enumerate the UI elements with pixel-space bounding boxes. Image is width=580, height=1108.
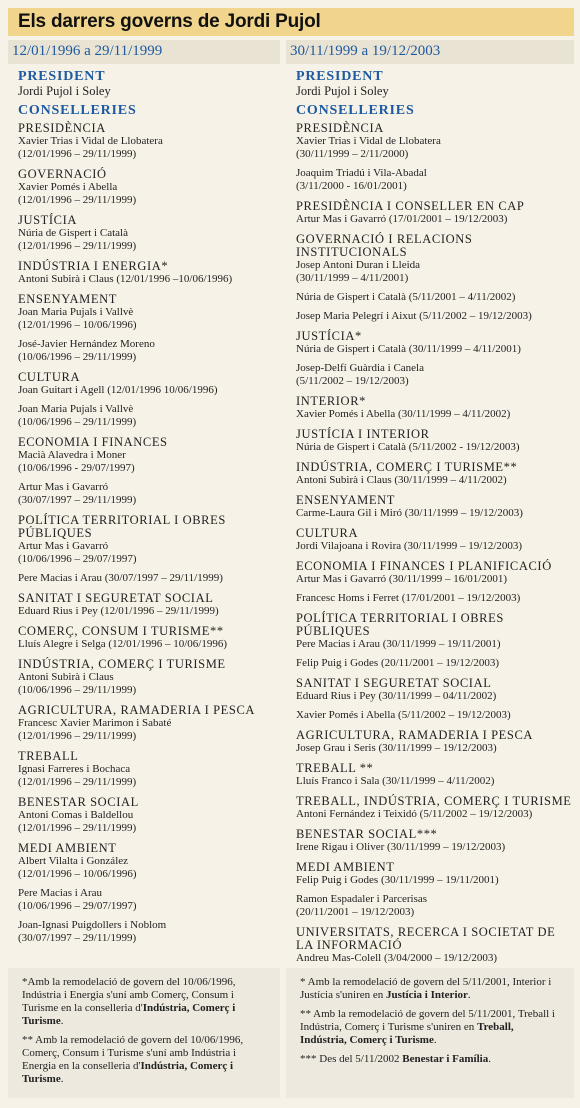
minister-line: Joan-Ignasi Puigdollers i Noblom [18, 919, 167, 931]
minister-line: Antoni Subirà i Claus [18, 671, 114, 683]
minister-line: Josep Maria Pelegrí i Aixut (5/11/2002 – 19/12/2003) [296, 310, 532, 322]
minister-line: (12/01/1996 – 29/11/1999) [18, 730, 137, 742]
minister-entry [18, 540, 280, 566]
minister-entry [296, 213, 574, 226]
minister-line: (30/11/1999 – 2/11/2000) [296, 148, 409, 160]
president-heading: PRESIDENT [296, 69, 384, 84]
minister-line: Felip Puig i Godes (20/11/2001 – 19/12/2003) [296, 657, 500, 669]
department-section [8, 842, 280, 945]
department-section [8, 371, 280, 429]
minister-entry [296, 709, 574, 722]
minister-entry [296, 874, 574, 887]
footnote-text: *Amb la remodelació de govern del 10/06/1996, Indústria i Energia s'uní amb Comerç, Consum i Turisme en la conselleria d' [22, 976, 236, 1014]
footnote [22, 976, 266, 1028]
minister-entry [296, 573, 574, 586]
minister-line: Joan Guitart i Agell (12/01/1996 10/06/1996) [18, 384, 218, 396]
minister-line: Xavier Trias i Vidal de Llobatera [18, 135, 163, 147]
department-title: COMERÇ, CONSUM I TURISME** [18, 624, 224, 638]
column-1999-2003 [286, 40, 574, 972]
department-section [286, 762, 574, 788]
minister-line: Xavier Trias i Vidal de Llobatera [296, 135, 441, 147]
department-section [286, 560, 574, 605]
footnote [300, 976, 560, 1002]
department-title: INDÚSTRIA, COMERÇ I TURISME [18, 657, 226, 671]
department-title: ENSENYAMENT [18, 292, 117, 306]
department-title: PRESIDÈNCIA [18, 121, 106, 135]
minister-line: (12/01/1996 – 29/11/1999) [18, 194, 137, 206]
minister-entry [296, 441, 574, 454]
conselleries-heading: CONSELLERIES [296, 103, 415, 118]
minister-line: Irene Rigau i Oliver (30/11/1999 – 19/12/2003) [296, 841, 506, 853]
department-section [286, 828, 574, 854]
department-title: PRESIDÈNCIA [296, 121, 384, 135]
minister-line: Núria de Gispert i Català (5/11/2001 – 4/11/2002) [296, 291, 516, 303]
minister-line: Francesc Xavier Marimon i Sabaté [18, 717, 172, 729]
department-section [286, 461, 574, 487]
minister-entry [296, 135, 574, 161]
minister-entry [18, 919, 280, 945]
minister-entry [18, 181, 280, 207]
minister-line: Carme-Laura Gil i Miró (30/11/1999 – 19/12/2003) [296, 507, 523, 519]
minister-line: Ignasi Farreres i Bochaca [18, 763, 131, 775]
minister-line: (12/01/1996 – 10/06/1996) [18, 868, 137, 880]
minister-line: (10/06/1996 – 29/07/1997) [18, 900, 137, 912]
minister-line: (10/06/1996 – 29/11/1999) [18, 416, 137, 428]
minister-line: Jordi Vilajoana i Rovira (30/11/1999 – 19/12/2003) [296, 540, 523, 552]
minister-entry [296, 638, 574, 651]
minister-line: Albert Vilalta i González [18, 855, 129, 867]
minister-entry [18, 605, 280, 618]
minister-entry [296, 474, 574, 487]
footnote-text: ** Amb la remodelació de govern del 5/11/2001, Treball i Indústria, Comerç i Turisme s'uniren en [300, 1008, 555, 1033]
minister-entry [18, 638, 280, 651]
department-title: BENESTAR SOCIAL [18, 795, 139, 809]
minister-entry [18, 481, 280, 507]
minister-entry [296, 592, 574, 605]
minister-line: (3/11/2000 - 16/01/2001) [296, 180, 407, 192]
department-title: JUSTÍCIA I INTERIOR [296, 427, 430, 441]
department-title: JUSTÍCIA [18, 213, 77, 227]
department-title: AGRICULTURA, RAMADERIA I PESCA [296, 728, 534, 742]
department-title: INDÚSTRIA I ENERGIA* [18, 259, 169, 273]
footnote-bold: Indústria, Comerç i Turisme [22, 1002, 236, 1027]
footnote-text: . [60, 1073, 64, 1085]
footnote-text: *** Des del 5/11/2002 [300, 1053, 403, 1065]
minister-line: Lluís Alegre i Selga (12/01/1996 – 10/06/1996) [18, 638, 227, 650]
department-section [8, 260, 280, 286]
minister-line: Núria de Gispert i Català [18, 227, 128, 239]
minister-entry [18, 887, 280, 913]
department-title: BENESTAR SOCIAL*** [296, 827, 438, 841]
minister-entry [296, 657, 574, 670]
footnote-bold: Treball, Indústria, Comerç i Turisme [300, 1021, 514, 1046]
department-section [286, 527, 574, 553]
minister-line: Macià Alavedra i Moner [18, 449, 126, 461]
department-section [8, 704, 280, 743]
department-title: UNIVERSITATS, RECERCA I SOCIETAT DE LA INFORMACIÓ [296, 925, 556, 952]
minister-line: (10/06/1996 – 29/07/1997) [18, 553, 137, 565]
minister-entry [18, 384, 280, 397]
minister-line: Artur Mas i Gavarró [18, 481, 109, 493]
minister-line: Xavier Pomés i Abella (5/11/2002 – 19/12/2003) [296, 709, 511, 721]
minister-entry [296, 291, 574, 304]
minister-entry [296, 540, 574, 553]
minister-entry [18, 717, 280, 743]
department-title: INDÚSTRIA, COMERÇ I TURISME** [296, 460, 518, 474]
department-section [286, 861, 574, 919]
footnote-bold: Justícia i Interior [386, 989, 468, 1001]
minister-line: Antoni Fernández i Teixidó (5/11/2002 – 19/12/2003) [296, 808, 533, 820]
minister-line: (10/06/1996 – 29/11/1999) [18, 351, 137, 363]
department-section [8, 796, 280, 835]
minister-entry [296, 742, 574, 755]
department-section [286, 330, 574, 388]
minister-line: Joaquim Triadú i Vila-Abadal [296, 167, 427, 179]
minister-entry [296, 408, 574, 421]
minister-line: Artur Mas i Gavarró (30/11/1999 – 16/01/2001) [296, 573, 508, 585]
minister-line: (30/07/1997 – 29/11/1999) [18, 494, 137, 506]
minister-line: (5/11/2002 – 19/12/2003) [296, 375, 409, 387]
minister-line: Eduard Rius i Pey (30/11/1999 – 04/11/2002) [296, 690, 497, 702]
minister-line: (10/06/1996 – 29/11/1999) [18, 684, 137, 696]
minister-entry [18, 338, 280, 364]
minister-line: Antoni Subirà i Claus (12/01/1996 –10/06/1996) [18, 273, 233, 285]
department-section [286, 395, 574, 421]
minister-line: (12/01/1996 – 29/11/1999) [18, 776, 137, 788]
minister-line: (12/01/1996 – 29/11/1999) [18, 148, 137, 160]
minister-line: (12/01/1996 – 29/11/1999) [18, 822, 137, 834]
minister-entry [296, 167, 574, 193]
department-title: AGRICULTURA, RAMADERIA I PESCA [18, 703, 256, 717]
department-section [8, 293, 280, 364]
minister-line: (12/01/1996 – 10/06/1996) [18, 319, 137, 331]
minister-line: Pere Macias i Arau (30/11/1999 – 19/11/2001) [296, 638, 501, 650]
minister-entry [296, 893, 574, 919]
department-title: MEDI AMBIENT [296, 860, 395, 874]
period-heading: 12/01/1996 a 29/11/1999 [8, 40, 280, 64]
footnote [300, 1008, 560, 1047]
minister-line: Josep Grau i Seris (30/11/1999 – 19/12/2003) [296, 742, 497, 754]
president-name: Jordi Pujol i Soley [18, 84, 111, 98]
minister-entry [18, 671, 280, 697]
minister-entry [18, 449, 280, 475]
department-title: CULTURA [296, 526, 359, 540]
department-section [8, 750, 280, 789]
minister-line: Ramon Espadaler i Parcerisas [296, 893, 428, 905]
minister-entry [18, 763, 280, 789]
minister-line: Núria de Gispert i Català (5/11/2002 - 19/12/2003) [296, 441, 520, 453]
minister-line: Núria de Gispert i Català (30/11/1999 – 4/11/2001) [296, 343, 521, 355]
minister-entry [18, 855, 280, 881]
minister-entry [18, 572, 280, 585]
footnote-text: . [467, 989, 471, 1001]
minister-entry [296, 310, 574, 323]
column-1996-1999 [8, 40, 280, 952]
minister-line: Andreu Mas-Colell (3/04/2000 – 19/12/2003) [296, 952, 498, 964]
minister-entry [18, 306, 280, 332]
department-title: MEDI AMBIENT [18, 841, 117, 855]
department-section [8, 658, 280, 697]
minister-line: Antoni Comas i Baldellou [18, 809, 134, 821]
minister-line: Xavier Pomés i Abella [18, 181, 118, 193]
footnote [22, 1034, 266, 1086]
footnote-text: . [488, 1053, 491, 1065]
period-heading: 30/11/1999 a 19/12/2003 [286, 40, 574, 64]
minister-entry [296, 259, 574, 285]
department-section [286, 428, 574, 454]
president-name: Jordi Pujol i Soley [296, 84, 389, 98]
minister-entry [296, 775, 574, 788]
department-section [8, 168, 280, 207]
department-section [286, 926, 574, 965]
minister-line: (12/01/1996 – 29/11/1999) [18, 240, 137, 252]
department-section [8, 625, 280, 651]
minister-entry [18, 403, 280, 429]
minister-entry [296, 507, 574, 520]
footnote-text: . [60, 1015, 64, 1027]
minister-entry [296, 362, 574, 388]
department-section [286, 122, 574, 193]
department-title: SANITAT I SEGURETAT SOCIAL [296, 676, 492, 690]
minister-line: Lluís Franco i Sala (30/11/1999 – 4/11/2002) [296, 775, 495, 787]
page-title: Els darrers governs de Jordi Pujol [8, 8, 574, 36]
minister-line: (30/07/1997 – 29/11/1999) [18, 932, 137, 944]
minister-line: (10/06/1996 - 29/07/1997) [18, 462, 135, 474]
minister-entry [296, 841, 574, 854]
footnote-text: ** Amb la remodelació de govern del 10/06/1996, Comerç, Consum i Turisme s'uní amb Indústria i Energia en la conselleria d' [22, 1034, 244, 1072]
minister-entry [296, 343, 574, 356]
department-title: GOVERNACIÓ I RELACIONS INSTITUCIONALS [296, 232, 473, 259]
minister-entry [18, 227, 280, 253]
minister-line: Xavier Pomés i Abella (30/11/1999 – 4/11/2002) [296, 408, 511, 420]
department-title: TREBALL, INDÚSTRIA, COMERÇ I TURISME [296, 794, 572, 808]
minister-line: José-Javier Hernández Moreno [18, 338, 155, 350]
footnotes-right [286, 968, 574, 1098]
president-heading: PRESIDENT [18, 69, 106, 84]
minister-line: Pere Macias i Arau (30/07/1997 – 29/11/1999) [18, 572, 223, 584]
footnote [300, 1053, 560, 1066]
department-title: ECONOMIA I FINANCES I PLANIFICACIÓ [296, 559, 552, 573]
department-title: POLÍTICA TERRITORIAL I OBRES PÚBLIQUES [296, 611, 504, 638]
department-title: POLÍTICA TERRITORIAL I OBRES PÚBLIQUES [18, 513, 226, 540]
department-section [286, 729, 574, 755]
minister-line: Eduard Rius i Pey (12/01/1996 – 29/11/1999) [18, 605, 219, 617]
minister-line: (30/11/1999 – 4/11/2001) [296, 272, 409, 284]
footnote-bold: Benestar i Família [402, 1053, 489, 1065]
department-section [286, 494, 574, 520]
department-title: TREBALL ** [296, 761, 374, 775]
department-section [286, 233, 574, 323]
department-section [8, 514, 280, 585]
department-title: ENSENYAMENT [296, 493, 395, 507]
minister-entry [18, 809, 280, 835]
department-section [8, 122, 280, 161]
minister-entry [18, 135, 280, 161]
minister-line: Josep Antoni Duran i Lleida [296, 259, 421, 271]
conselleries-heading: CONSELLERIES [18, 103, 137, 118]
department-title: ECONOMIA I FINANCES [18, 435, 168, 449]
department-title: SANITAT I SEGURETAT SOCIAL [18, 591, 214, 605]
footnote-text: * Amb la remodelació de govern del 5/11/2001, Interior i Justícia s'uniren en [300, 976, 552, 1001]
department-section [8, 214, 280, 253]
minister-line: Felip Puig i Godes (30/11/1999 – 19/11/2001) [296, 874, 499, 886]
minister-line: Francesc Homs i Ferret (17/01/2001 – 19/12/2003) [296, 592, 521, 604]
minister-line: Artur Mas i Gavarró (17/01/2001 – 19/12/2003) [296, 213, 508, 225]
footnotes-left [8, 968, 280, 1098]
minister-line: Artur Mas i Gavarró [18, 540, 109, 552]
department-title: JUSTÍCIA* [296, 329, 362, 343]
minister-line: Pere Macias i Arau [18, 887, 102, 899]
department-title: GOVERNACIÓ [18, 167, 107, 181]
department-section [286, 677, 574, 722]
minister-entry [296, 952, 574, 965]
department-title: PRESIDÈNCIA I CONSELLER EN CAP [296, 199, 525, 213]
department-title: TREBALL [18, 749, 79, 763]
department-section [286, 200, 574, 226]
department-title: INTERIOR* [296, 394, 366, 408]
minister-line: Joan Maria Pujals i Vallvè [18, 306, 134, 318]
minister-entry [296, 808, 574, 821]
footnote-text: . [433, 1034, 437, 1046]
minister-line: Joan Maria Pujals i Vallvè [18, 403, 134, 415]
department-section [286, 612, 574, 670]
minister-line: Josep-Delfí Guàrdia i Canela [296, 362, 424, 374]
minister-entry [296, 690, 574, 703]
department-section [286, 795, 574, 821]
department-title: CULTURA [18, 370, 81, 384]
minister-line: (20/11/2001 – 19/12/2003) [296, 906, 415, 918]
minister-entry [18, 273, 280, 286]
minister-line: Antoni Subirà i Claus (30/11/1999 – 4/11/2002) [296, 474, 507, 486]
department-section [8, 436, 280, 507]
footnote-bold: Indústria, Comerç i Turisme [22, 1060, 234, 1085]
department-section [8, 592, 280, 618]
